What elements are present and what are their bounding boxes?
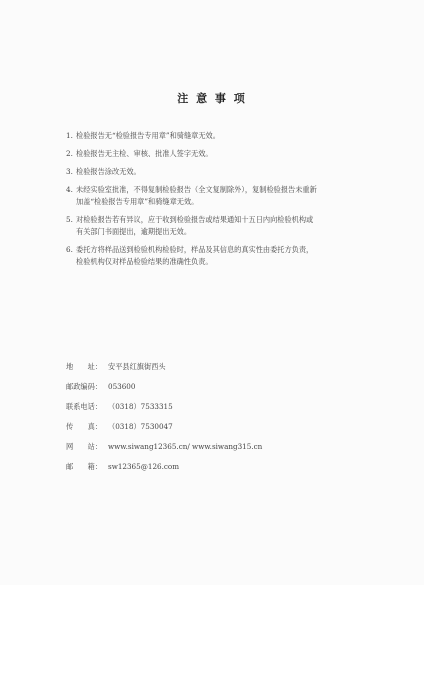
contact-phone [66, 397, 262, 417]
contact-website [66, 437, 262, 457]
contact-value: 安平县红旗街西头 [108, 362, 166, 371]
contact-email [66, 457, 262, 477]
note-text: 检验报告无“检验报告专用章”和骑缝章无效。 [76, 131, 220, 140]
notes-list [66, 130, 384, 274]
note-item [66, 148, 384, 160]
contact-address [66, 357, 262, 377]
note-text: 对检验报告若有异议，应于收到检验报告或结果通知十五日内向检验机构或 有关部门书面提出，逾期提出无效。 [76, 215, 314, 236]
note-text: 委托方将样品送到检验机构检验时，样品及其信息的真实性由委托方负责， 检验机构仅对样品检验结果的准确性负责。 [76, 245, 314, 266]
contact-value: www.siwang12365.cn/ www.siwang315.cn [108, 442, 263, 451]
contact-postcode [66, 377, 262, 397]
contact-label: 邮政编码： [66, 382, 102, 391]
contact-label: 网 站： [66, 442, 102, 451]
note-number: 5. [66, 215, 73, 224]
note-item [66, 166, 384, 178]
contact-label: 邮 箱： [66, 462, 102, 471]
contact-label: 地 址： [66, 362, 102, 371]
note-number: 3. [66, 167, 73, 176]
contact-fax [66, 417, 262, 437]
note-number: 1. [66, 131, 73, 140]
contact-value: （0318）7530047 [108, 422, 173, 431]
note-number: 6. [66, 245, 73, 254]
note-item [66, 184, 384, 208]
page-title: 注 意 事 项 [177, 92, 247, 105]
contact-value: （0318）7533315 [108, 402, 173, 411]
note-number: 2. [66, 149, 73, 158]
contact-label: 联系电话： [66, 402, 102, 411]
contact-value: 053600 [108, 382, 136, 391]
note-item [66, 214, 384, 238]
contact-info [66, 357, 262, 477]
note-text: 未经实验室批准，不得复制检验报告（全文复制除外），复制检验报告未重新 加盖“检验报告专用章”和骑缝章无效。 [76, 185, 317, 206]
note-item [66, 130, 384, 142]
contact-value: sw12365@126.com [108, 462, 180, 471]
note-item [66, 244, 384, 268]
note-number: 4. [66, 185, 73, 194]
note-text: 检验报告涂改无效。 [76, 167, 141, 176]
note-text: 检验报告无主检、审核、批准人签字无效。 [76, 149, 213, 158]
contact-label: 传 真： [66, 422, 102, 431]
